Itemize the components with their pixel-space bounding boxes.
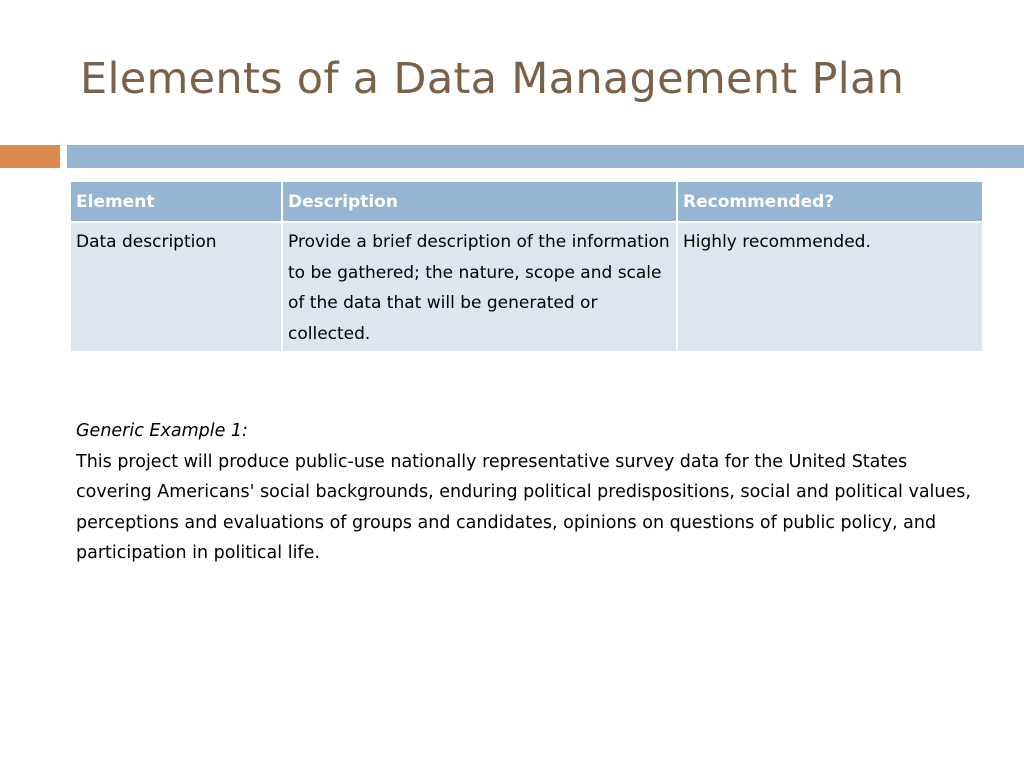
example-block — [76, 416, 986, 569]
cell-recommended: Highly recommended. — [677, 222, 983, 352]
cell-element: Data description — [70, 222, 282, 352]
table-row — [70, 222, 983, 352]
dmp-elements-table — [69, 180, 984, 353]
header-description: Description — [282, 181, 677, 222]
example-label: Generic Example 1: — [76, 421, 248, 441]
table-header-row — [70, 181, 983, 222]
header-element: Element — [70, 181, 282, 222]
cell-description: Provide a brief description of the information to be gathered; the nature, scope and scale of the data that will be generated or collected. — [282, 222, 677, 352]
accent-bar-orange — [0, 145, 60, 168]
example-text: This project will produce public-use nationally representative survey data for the United States covering Americans' social backgrounds, enduring political predispositions, social and political values, perceptions and evaluations of groups and candidates, opinions on questions of public policy, and participation in political life. — [76, 451, 971, 563]
slide-title: Elements of a Data Management Plan — [80, 54, 905, 104]
header-recommended: Recommended? — [677, 181, 983, 222]
accent-bar-blue — [67, 145, 1024, 168]
